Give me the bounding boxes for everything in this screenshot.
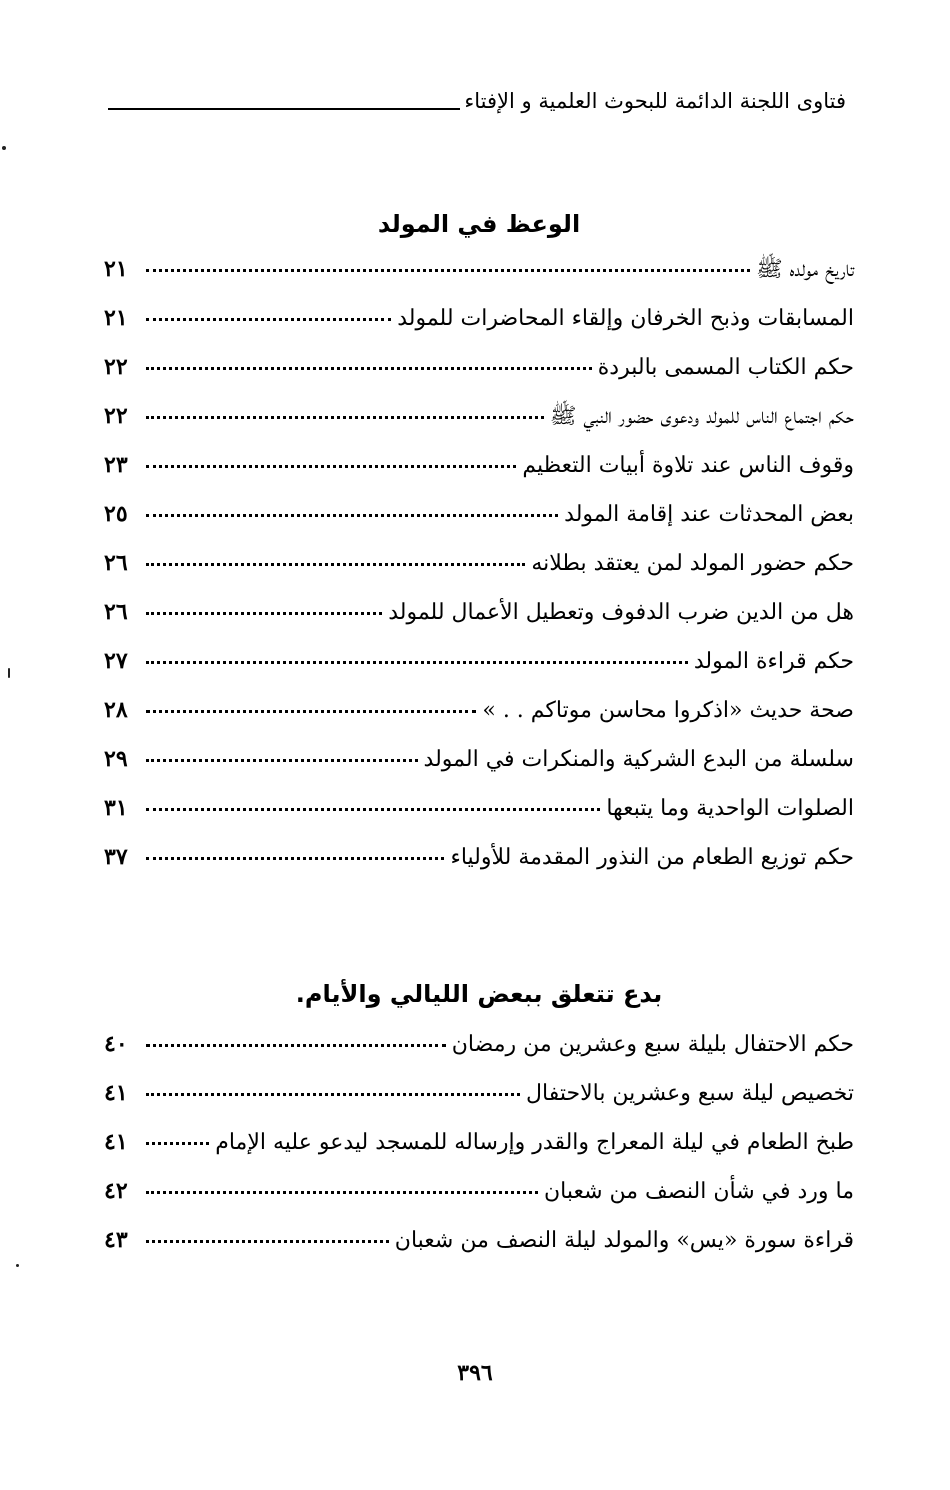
- toc-entry-title: حكم توزيع الطعام من النذور المقدمة للأولياء: [450, 845, 854, 870]
- toc-list-nights-days: [104, 1020, 854, 1265]
- toc-entry: [104, 1167, 854, 1216]
- toc-entry-page: ٤٠: [104, 1031, 128, 1057]
- toc-entry: [104, 1216, 854, 1265]
- toc-entry-page: ٢٦: [104, 599, 128, 625]
- toc-entry-page: ٢٨: [104, 697, 128, 723]
- toc-entry-title: حكم الاحتفال بليلة سبع وعشرين من رمضان: [451, 1032, 854, 1057]
- toc-list-mawlid: [104, 245, 854, 882]
- toc-entry: [104, 343, 854, 392]
- toc-entry-page: ٤١: [104, 1080, 128, 1106]
- toc-entry: [104, 294, 854, 343]
- toc-entry-page: ٣١: [104, 795, 128, 821]
- toc-entry-page: ٢٢: [104, 403, 128, 429]
- toc-entry-title: حكم حضور المولد لمن يعتقد بطلانه: [531, 551, 854, 576]
- toc-entry: [104, 637, 854, 686]
- toc-entry-title: تخصيص ليلة سبع وعشرين بالاحتفال: [526, 1081, 854, 1106]
- toc-entry: [104, 1118, 854, 1167]
- toc-entry-title: قراءة سورة «يس» والمولد ليلة النصف من شعبان: [394, 1228, 854, 1253]
- dot-leader: [146, 562, 525, 566]
- toc-entry: [104, 245, 854, 294]
- toc-entry-page: ٢٥: [104, 501, 128, 527]
- toc-entry-page: ٢٩: [104, 746, 128, 772]
- header-rule: [108, 108, 460, 110]
- toc-entry-title: وقوف الناس عند تلاوة أبيات التعظيم: [522, 453, 854, 478]
- dot-leader: [146, 660, 688, 664]
- toc-entry: [104, 441, 854, 490]
- toc-entry-title: حكم الكتاب المسمى بالبردة: [597, 355, 854, 380]
- toc-entry-title: ما ورد في شأن النصف من شعبان: [543, 1179, 854, 1204]
- toc-entry-title: هل من الدين ضرب الدفوف وتعطيل الأعمال للمولد: [388, 600, 854, 625]
- toc-entry-page: ٢٧: [104, 648, 128, 674]
- dot-leader: [146, 1092, 520, 1096]
- running-header: [108, 84, 846, 116]
- toc-entry-title: بعض المحدثات عند إقامة المولد: [564, 502, 854, 527]
- toc-entry-title: المسابقات وذبح الخرفان وإلقاء المحاضرات للمولد: [397, 306, 854, 331]
- dot-leader: [146, 366, 592, 370]
- toc-entry-page: ٢٣: [104, 452, 128, 478]
- toc-entry: [104, 1020, 854, 1069]
- toc-entry: [104, 735, 854, 784]
- toc-entry-title: حكم اجتماع الناس للمولد ودعوى حضور النبي ﷺ: [549, 404, 854, 429]
- toc-entry: [104, 392, 854, 441]
- toc-entry-title: طبخ الطعام في ليلة المعراج والقدر وإرساله للمسجد ليدعو عليه الإمام: [215, 1130, 854, 1155]
- toc-entry-page: ٢١: [104, 305, 128, 331]
- toc-entry-page: ٤٢: [104, 1178, 128, 1204]
- toc-entry-page: ٣٧: [104, 844, 128, 870]
- toc-entry: [104, 784, 854, 833]
- page-number: ٣٩٦: [457, 1360, 493, 1386]
- toc-entry-page: ٢٦: [104, 550, 128, 576]
- toc-entry: [104, 686, 854, 735]
- toc-entry-page: ٤١: [104, 1129, 128, 1155]
- dot-leader: [146, 1043, 446, 1047]
- dot-leader: [146, 611, 382, 615]
- dot-leader: [146, 268, 750, 272]
- scan-speck: [16, 1264, 19, 1267]
- toc-entry: [104, 588, 854, 637]
- scan-speck: [2, 146, 6, 150]
- dot-leader: [146, 856, 444, 860]
- toc-entry: [104, 833, 854, 882]
- section-heading-mawlid: الوعظ في المولد: [377, 210, 581, 238]
- dot-leader: [146, 513, 558, 517]
- toc-entry-page: ٢١: [104, 256, 128, 282]
- toc-entry-title: حكم قراءة المولد: [693, 649, 854, 674]
- section-heading-nights-days: بدع تتعلق ببعض الليالي والأيام.: [295, 980, 663, 1008]
- toc-entry-title: الصلوات الواحدية وما يتبعها: [606, 796, 854, 821]
- dot-leader: [146, 709, 476, 713]
- toc-entry: [104, 1069, 854, 1118]
- running-title: فتاوى اللجنة الدائمة للبحوث العلمية و الإفتاء: [464, 89, 846, 113]
- toc-entry-title: صحة حديث «اذكروا محاسن موتاكم . . »: [482, 698, 854, 723]
- toc-entry-page: ٢٢: [104, 354, 128, 380]
- toc-entry-title: سلسلة من البدع الشركية والمنكرات في المولد: [423, 747, 854, 772]
- toc-entry-page: ٤٣: [104, 1227, 128, 1253]
- toc-entry-title: تاريخ مولده ﷺ: [756, 257, 854, 282]
- dot-leader: [146, 415, 544, 419]
- dot-leader: [146, 807, 600, 811]
- dot-leader: [146, 1141, 209, 1145]
- dot-leader: [146, 1190, 538, 1194]
- toc-entry: [104, 490, 854, 539]
- dot-leader: [146, 464, 516, 468]
- scan-speck: [8, 668, 10, 678]
- toc-entry: [104, 539, 854, 588]
- dot-leader: [146, 1239, 389, 1243]
- dot-leader: [146, 758, 418, 762]
- dot-leader: [146, 317, 391, 321]
